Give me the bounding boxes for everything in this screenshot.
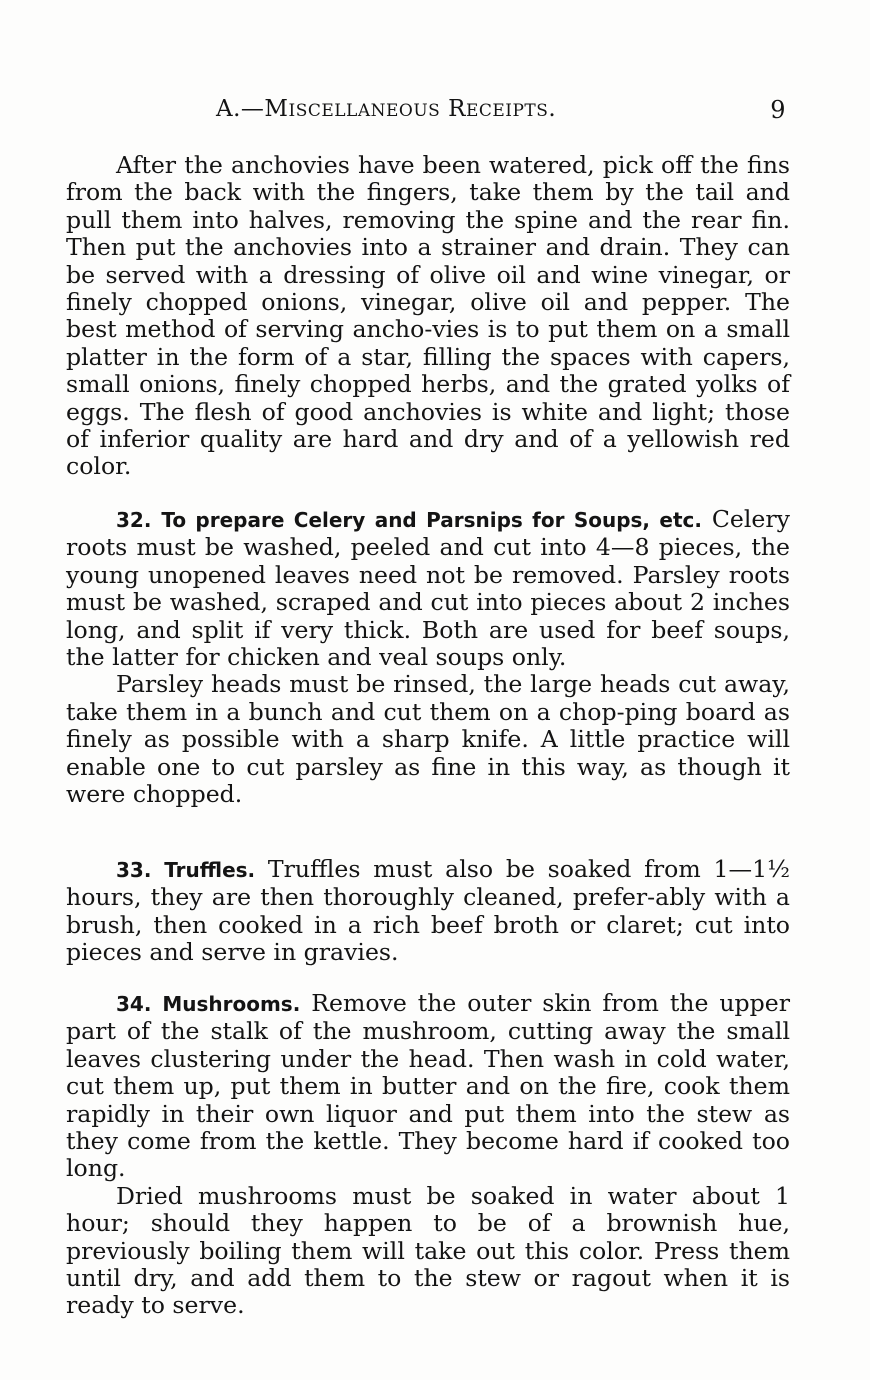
section-number: 32. <box>116 508 152 532</box>
intro-section <box>66 152 790 481</box>
running-title <box>216 96 556 122</box>
section-heading: Mushrooms. <box>162 992 301 1016</box>
section-33-text: Truffles must also be soaked from 1—1½ hours, they are then thoroughly cleaned, prefer-ably with a brush, then cooked in a rich beef broth or claret; cut into pieces and serve in gravies. <box>66 855 791 967</box>
title-part: ECEIPTS <box>465 101 549 121</box>
page-number: 9 <box>770 96 786 124</box>
running-header <box>66 96 790 132</box>
title-part: ISCELLANEOUS <box>288 101 441 121</box>
title-part: R <box>440 96 466 122</box>
section-33-paragraph <box>66 856 790 967</box>
section-34-paragraph-2: Dried mushrooms must be soaked in water about 1 hour; should they happen to be of a brownish hue, previously boiling them will take out this color. Press them until dry, and add them to the stew or ragout when it is ready to serve. <box>66 1181 790 1320</box>
section-32 <box>66 506 790 808</box>
title-part: A.—M <box>216 96 289 122</box>
intro-paragraph: After the anchovies have been watered, pick off the fins from the back with the fingers, take them by the tail and pull them into halves, removing the spine and the rear fin. Then put the anchovies into a strainer and drain. They can be served with a dressing of olive oil and wine vinegar, or finely chopped onions, vinegar, olive oil and pepper. The best method of serving ancho-vies is to put them on a small platter in the form of a star, filling the spaces with capers, small onions, finely chopped herbs, and the grated yolks of eggs. The flesh of good anchovies is white and light; those of inferior quality are hard and dry and of a yellowish red color. <box>66 151 790 481</box>
section-33 <box>66 856 790 967</box>
section-32-text: Celery roots must be washed, peeled and cut into 4—8 pieces, the young unopened leaves need not be removed. Parsley roots must be washed, scraped and cut into pieces about 2 inches long, and split if very thick. Both are used for beef soups, the latter for chicken and veal soups only. <box>66 505 791 672</box>
section-heading: Truffles. <box>164 858 256 882</box>
section-32-paragraph-2: Parsley heads must be rinsed, the large heads cut away, take them in a bunch and cut them on a chop-ping board as finely as possible with a sharp knife. A little practice will enable one to cut parsley as fine in this way, as though it were chopped. <box>66 670 790 809</box>
section-34 <box>66 990 790 1320</box>
title-part: . <box>548 96 557 122</box>
section-heading: To prepare Celery and Parsnips for Soups, etc. <box>161 508 702 532</box>
section-number: 33. <box>116 858 152 882</box>
section-number: 34. <box>116 992 152 1016</box>
section-34-text: Remove the outer skin from the upper part of the stalk of the mushroom, cutting away the small leaves clustering under the head. Then wash in cold water, cut them up, put them in butter and on the fire, cook them rapidly in their own liquor and put them into the stew as they come from the kettle. They become hard if cooked too long. <box>66 989 791 1183</box>
section-34-paragraph <box>66 990 790 1183</box>
section-32-paragraph <box>66 506 790 671</box>
